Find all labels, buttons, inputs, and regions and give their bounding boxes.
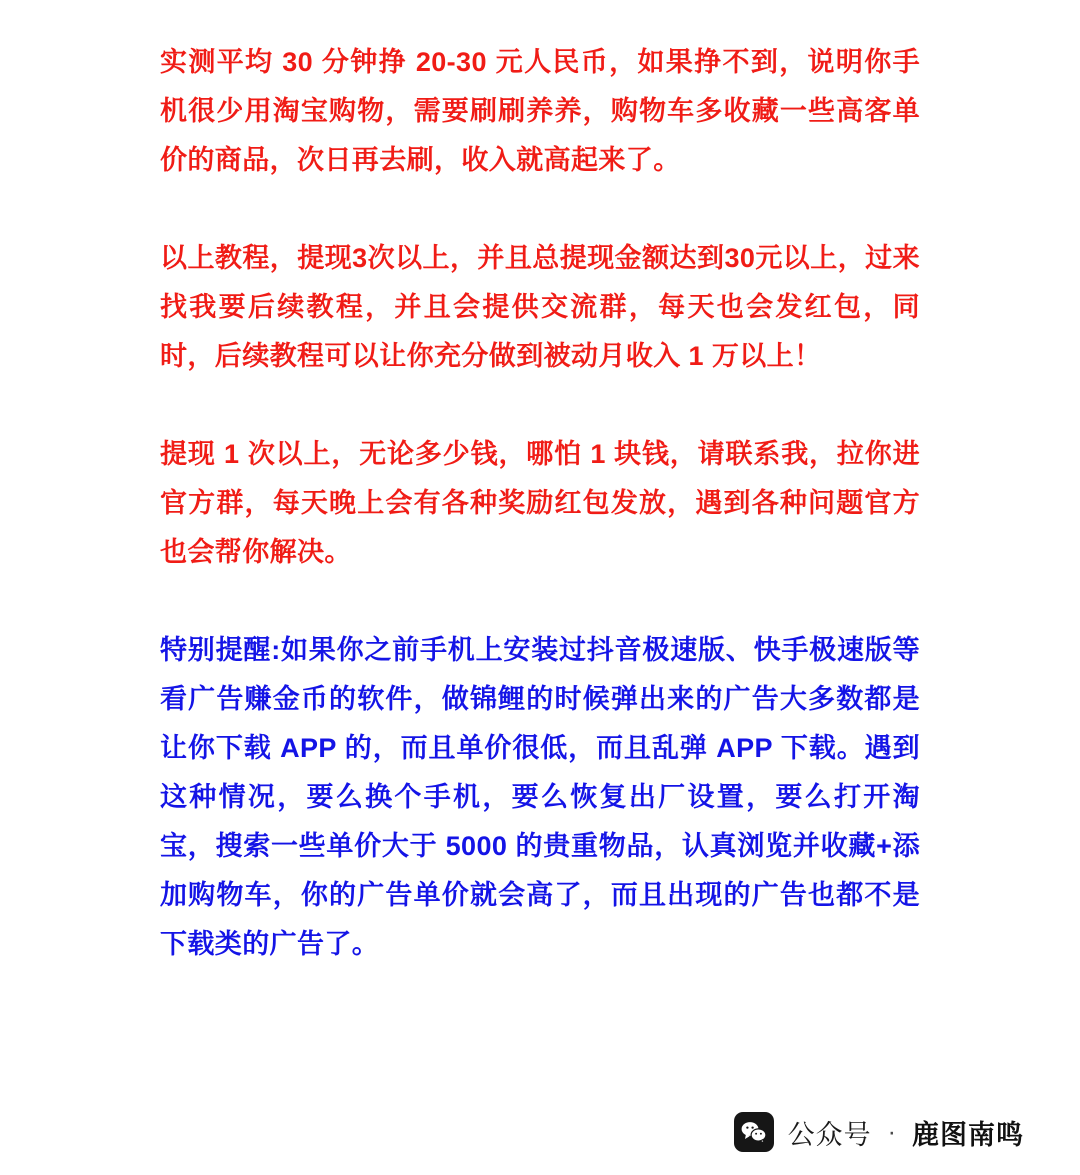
paragraph-2: 以上教程，提现3次以上，并且总提现金额达到30元以上，过来找我要后续教程，并且会提供交流群，每天也会发红包，同时，后续教程可以让你充分做到被动月收入 1 万以上！	[160, 243, 920, 371]
footer-account-name: 鹿图南鸣	[912, 1119, 1024, 1150]
footer-inner	[734, 1112, 1024, 1152]
footer-label: 公众号	[787, 1119, 872, 1150]
wechat-icon	[734, 1112, 774, 1152]
footer-separator: ·	[887, 1117, 896, 1146]
paragraph-4: 特别提醒:如果你之前手机上安装过抖音极速版、快手极速版等看广告赚金币的软件，做锦鲤的时候弹出来的广告大多数都是让你下载 APP 的，而且单价很低，而且乱弹 APP 下载。遇到这种情况，要么换个手机，要么恢复出厂设置，要么打开淘宝，搜索一些单价大于 5000 的贵重物品，认真浏览并收藏+添加购物车，你的广告单价就会高了，而且出现的广告也都不是下载类的广告了。	[160, 635, 920, 959]
footer-attribution	[0, 1089, 1080, 1175]
paragraph-3: 提现 1 次以上，无论多少钱，哪怕 1 块钱，请联系我，拉你进官方群，每天晚上会有各种奖励红包发放，遇到各种问题官方也会帮你解决。	[160, 439, 920, 567]
paragraph-1: 实测平均 30 分钟挣 20-30 元人民币，如果挣不到，说明你手机很少用淘宝购物，需要刷刷养养，购物车多收藏一些高客单价的商品，次日再去刷，收入就高起来了。	[160, 47, 920, 175]
